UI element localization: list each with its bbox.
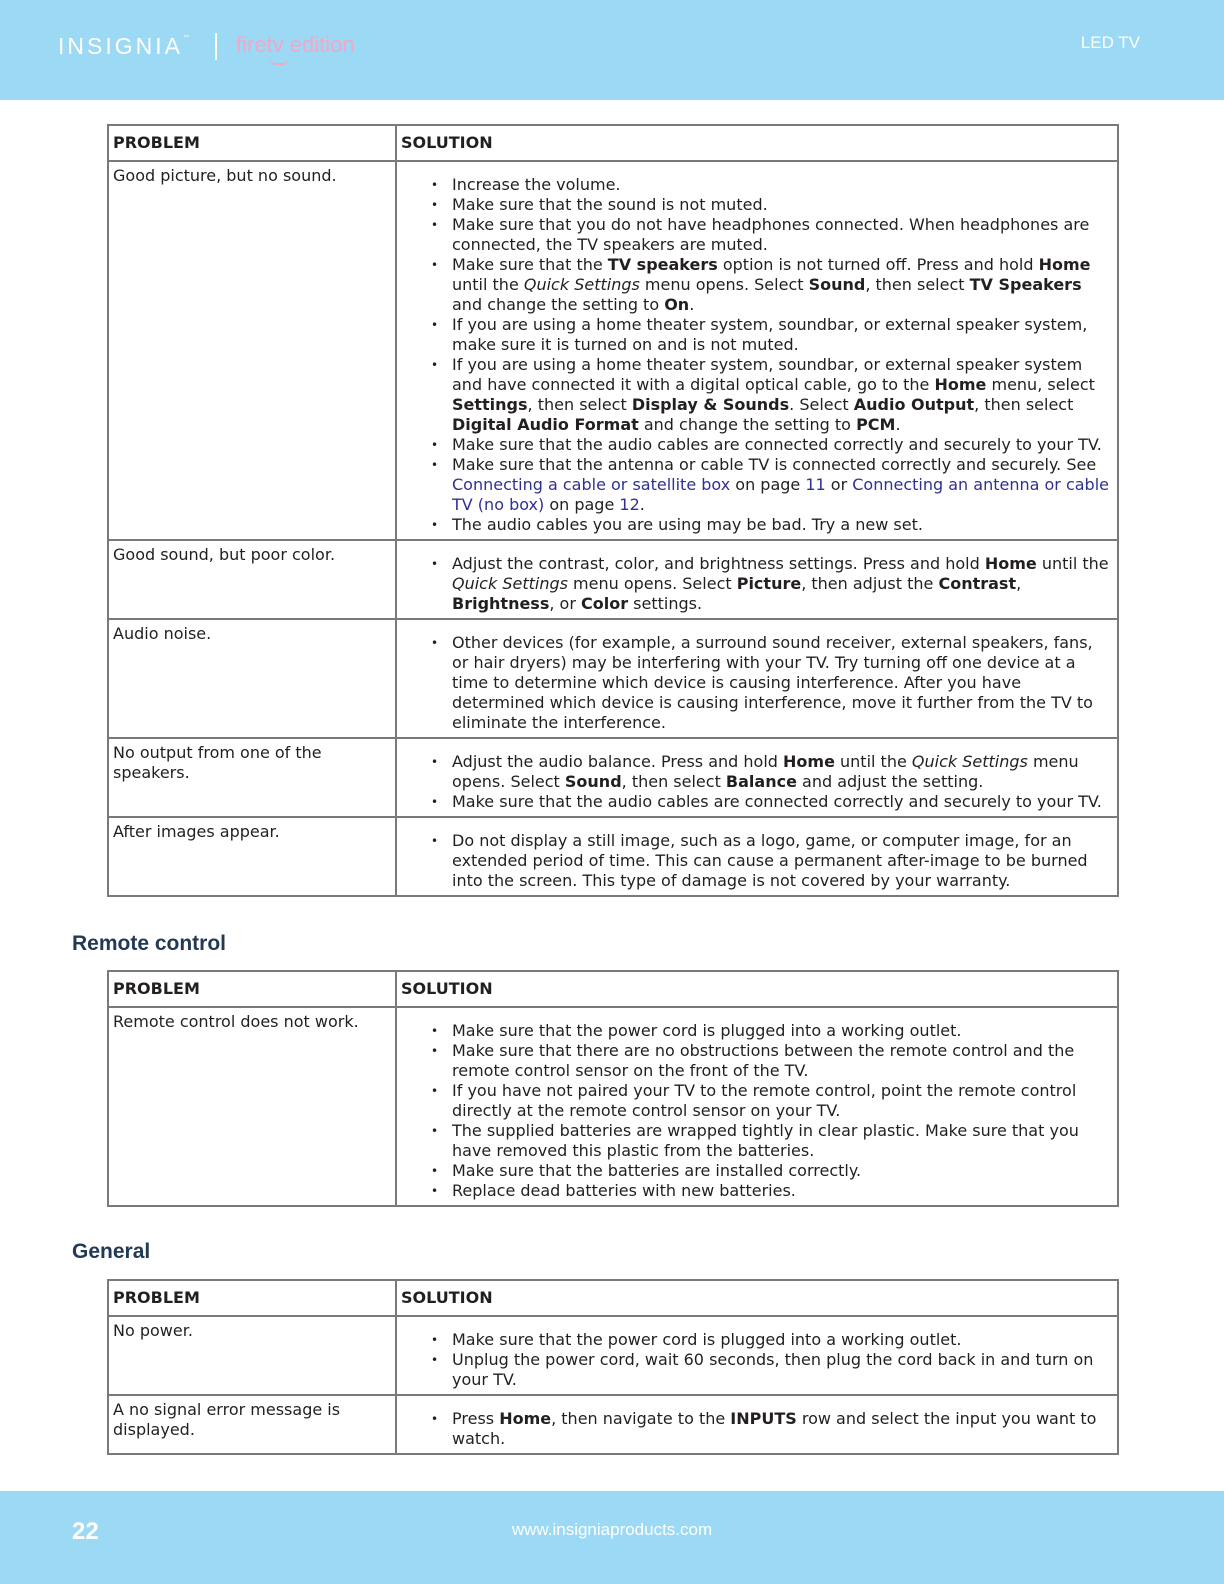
solution-item <box>397 315 1117 355</box>
solution-text: Home <box>499 1409 552 1428</box>
problem-cell: Remote control does not work. <box>108 1007 396 1206</box>
solution-text: Make sure that the sound is not muted. <box>452 195 768 214</box>
solution-text: If you are using a home theater system, soundbar, or external speaker system and have connected it with a digital optical cable, go to the <box>452 355 1083 394</box>
solution-cell <box>396 1395 1118 1454</box>
solution-text: Quick Settings <box>523 275 640 294</box>
solution-text: Make sure that the audio cables are connected correctly and securely to your TV. <box>452 792 1102 811</box>
solution-text: Adjust the audio balance. Press and hold <box>452 752 784 771</box>
solution-text: Make sure that the antenna or cable TV is connected correctly and securely. See <box>452 455 1097 474</box>
solution-text: Balance <box>725 772 797 791</box>
general-troubleshooting-table <box>107 1279 1119 1455</box>
solution-text: , then select <box>974 395 1074 414</box>
solution-text: Increase the volume. <box>452 175 621 194</box>
solution-text: Home <box>783 752 835 771</box>
solution-item <box>397 1121 1117 1161</box>
solution-text: Do not display a still image, such as a logo, game, or computer image, for an extended period of time. This can cause a permanent after-image to be burned into the screen. This type of damage is not covered by your warranty. <box>452 831 1088 890</box>
solution-text: Color <box>580 594 629 613</box>
solution-text: Home <box>1038 255 1091 274</box>
solution-text: INPUTS <box>730 1409 797 1428</box>
solution-text: , <box>1016 574 1022 593</box>
solution-text: option is not turned off. Press and hold <box>717 255 1039 274</box>
solution-cell <box>396 738 1118 817</box>
solution-cell <box>396 161 1118 540</box>
solution-list <box>397 175 1117 535</box>
solution-header: SOLUTION <box>396 125 1118 161</box>
problem-cell: Good picture, but no sound. <box>108 161 396 540</box>
solution-text: and adjust the setting. <box>796 772 984 791</box>
table-row <box>108 817 1118 896</box>
solution-list <box>397 831 1117 891</box>
solution-text: , then select <box>865 275 970 294</box>
solution-text: . <box>639 495 645 514</box>
solution-text: TV speakers <box>607 255 718 274</box>
solution-item <box>397 1021 1117 1041</box>
product-label: LED TV <box>1080 33 1140 52</box>
solution-text: Make sure that the batteries are installed correctly. <box>452 1161 862 1180</box>
solution-text: Adjust the contrast, color, and brightness settings. Press and hold <box>452 554 985 573</box>
solution-item <box>397 215 1117 255</box>
solution-text: settings. <box>628 594 703 613</box>
solution-text: Make sure that you do not have headphones connected. When headphones are connected, the TV speakers are muted. <box>452 215 1090 254</box>
sound-troubleshooting-table <box>107 124 1119 897</box>
solution-text: menu opens. Select <box>567 574 737 593</box>
table-header-row <box>108 971 1118 1007</box>
solution-item <box>397 255 1117 315</box>
solution-text: Contrast <box>938 574 1017 593</box>
solution-list <box>397 1409 1117 1449</box>
solution-text: If you are using a home theater system, soundbar, or external speaker system, make sure it is turned on and is not muted. <box>452 315 1088 354</box>
solution-text: menu, select <box>986 375 1095 394</box>
remote-troubleshooting-table <box>107 970 1119 1207</box>
table-row <box>108 1316 1118 1395</box>
problem-cell: A no signal error message is displayed. <box>108 1395 396 1454</box>
problem-cell: Audio noise. <box>108 619 396 738</box>
solution-text: Display & Sounds <box>631 395 790 414</box>
solution-text: until the <box>452 275 524 294</box>
solution-text: and change the setting to <box>638 415 857 434</box>
solution-item <box>397 633 1117 733</box>
solution-text: Quick Settings <box>911 752 1028 771</box>
solution-list <box>397 554 1117 614</box>
solution-list <box>397 1021 1117 1201</box>
solution-text: until the <box>834 752 912 771</box>
solution-text: . Select <box>789 395 854 414</box>
solution-cell <box>396 1316 1118 1395</box>
problem-cell: No power. <box>108 1316 396 1395</box>
table-header-row <box>108 1280 1118 1316</box>
solution-text: TV Speakers <box>969 275 1082 294</box>
solution-text: Make sure that there are no obstructions between the remote control and the remote control sensor on the front of the TV. <box>452 1041 1075 1080</box>
solution-text: Settings <box>452 395 528 414</box>
cross-reference-link[interactable]: Connecting an antenna or cable TV (no box) <box>452 475 1109 514</box>
solution-item <box>397 792 1117 812</box>
table-row <box>108 540 1118 619</box>
solution-text: If you have not paired your TV to the remote control, point the remote control directly at the remote control sensor on your TV. <box>452 1081 1077 1120</box>
solution-item <box>397 435 1117 455</box>
solution-text: , then navigate to the <box>551 1409 731 1428</box>
cross-reference-link[interactable]: 12 <box>619 495 640 514</box>
solution-item <box>397 355 1117 435</box>
solution-item <box>397 554 1117 614</box>
solution-item <box>397 1409 1117 1449</box>
table-row <box>108 1395 1118 1454</box>
solution-text: on page <box>544 495 620 514</box>
solution-text: and change the setting to <box>452 295 665 314</box>
solution-text: . <box>689 295 695 314</box>
table-row <box>108 738 1118 817</box>
table-header-row <box>108 125 1118 161</box>
solution-cell <box>396 540 1118 619</box>
solution-text: The supplied batteries are wrapped tightly in clear plastic. Make sure that you have removed this plastic from the batteries. <box>452 1121 1079 1160</box>
solution-text: . <box>895 415 901 434</box>
solution-text: or <box>825 475 853 494</box>
solution-header: SOLUTION <box>396 1280 1118 1316</box>
solution-text: Make sure that the <box>452 255 608 274</box>
solution-text: Sound <box>808 275 866 294</box>
solution-text: Brightness <box>452 594 550 613</box>
solution-text: Other devices (for example, a surround sound receiver, external speakers, fans, or hair dryers) may be interfering with your TV. Try turning off one device at a time to determine which device is causing interference. After you have determined which device is causing interference, move it further from the TV to eliminate the interference. <box>452 633 1093 732</box>
problem-cell: After images appear. <box>108 817 396 896</box>
edition-logo: firetv edition <box>236 32 355 57</box>
solution-cell <box>396 619 1118 738</box>
solution-text: Sound <box>564 772 622 791</box>
solution-cell <box>396 1007 1118 1206</box>
solution-text: , then select <box>621 772 726 791</box>
solution-item <box>397 515 1117 535</box>
solution-list <box>397 752 1117 812</box>
solution-text: The audio cables you are using may be bad. Try a new set. <box>452 515 923 534</box>
solution-text: Make sure that the power cord is plugged into a working outlet. <box>452 1330 962 1349</box>
solution-text: Home <box>984 554 1037 573</box>
solution-text: menu opens. Select <box>452 752 1079 791</box>
solution-header: SOLUTION <box>396 971 1118 1007</box>
remote-control-heading: Remote control <box>72 932 227 955</box>
solution-text: PCM <box>856 415 896 434</box>
table-row <box>108 619 1118 738</box>
solution-text: Picture <box>736 574 802 593</box>
solution-list <box>397 1330 1117 1390</box>
solution-item <box>397 1041 1117 1081</box>
brand-divider <box>215 33 217 60</box>
footer-url-link[interactable]: www.insigniaproducts.com <box>511 1520 713 1539</box>
solution-text: , then select <box>527 395 632 414</box>
solution-text: Digital Audio Format <box>452 415 639 434</box>
problem-header: PROBLEM <box>108 1280 396 1316</box>
solution-item <box>397 1181 1117 1201</box>
table-row <box>108 161 1118 540</box>
solution-cell <box>396 817 1118 896</box>
solution-text: Audio Output <box>853 395 975 414</box>
brand-logo: INSIGNIA™ <box>58 33 189 59</box>
solution-item <box>397 1081 1117 1121</box>
solution-item <box>397 1350 1117 1390</box>
cross-reference-link[interactable]: 11 <box>805 475 826 494</box>
solution-text: Quick Settings <box>452 574 568 593</box>
solution-item <box>397 831 1117 891</box>
solution-text: Press <box>452 1409 500 1428</box>
solution-text: Make sure that the power cord is plugged into a working outlet. <box>452 1021 962 1040</box>
solution-list <box>397 633 1117 733</box>
table-row <box>108 1007 1118 1206</box>
solution-text: , or <box>549 594 581 613</box>
solution-text: On <box>664 295 690 314</box>
cross-reference-link[interactable]: Connecting a cable or satellite box <box>452 475 731 494</box>
solution-text: until the <box>1036 554 1109 573</box>
problem-header: PROBLEM <box>108 125 396 161</box>
problem-header: PROBLEM <box>108 971 396 1007</box>
solution-text: Home <box>934 375 987 394</box>
page-number: 22 <box>72 1518 99 1545</box>
solution-item <box>397 175 1117 195</box>
problem-cell: No output from one of the speakers. <box>108 738 396 817</box>
solution-item <box>397 455 1117 515</box>
solution-text: , then adjust the <box>801 574 939 593</box>
solution-text: menu opens. Select <box>639 275 809 294</box>
general-heading: General <box>72 1240 151 1263</box>
solution-text: on page <box>730 475 806 494</box>
solution-text: Make sure that the audio cables are connected correctly and securely to your TV. <box>452 435 1102 454</box>
solution-item <box>397 195 1117 215</box>
solution-item <box>397 1330 1117 1350</box>
solution-text: Unplug the power cord, wait 60 seconds, then plug the cord back in and turn on your TV. <box>452 1350 1094 1389</box>
solution-item <box>397 1161 1117 1181</box>
solution-text: row and select the input you want to watch. <box>452 1409 1097 1448</box>
solution-text: Replace dead batteries with new batteries. <box>452 1181 796 1200</box>
solution-item <box>397 752 1117 792</box>
problem-cell: Good sound, but poor color. <box>108 540 396 619</box>
